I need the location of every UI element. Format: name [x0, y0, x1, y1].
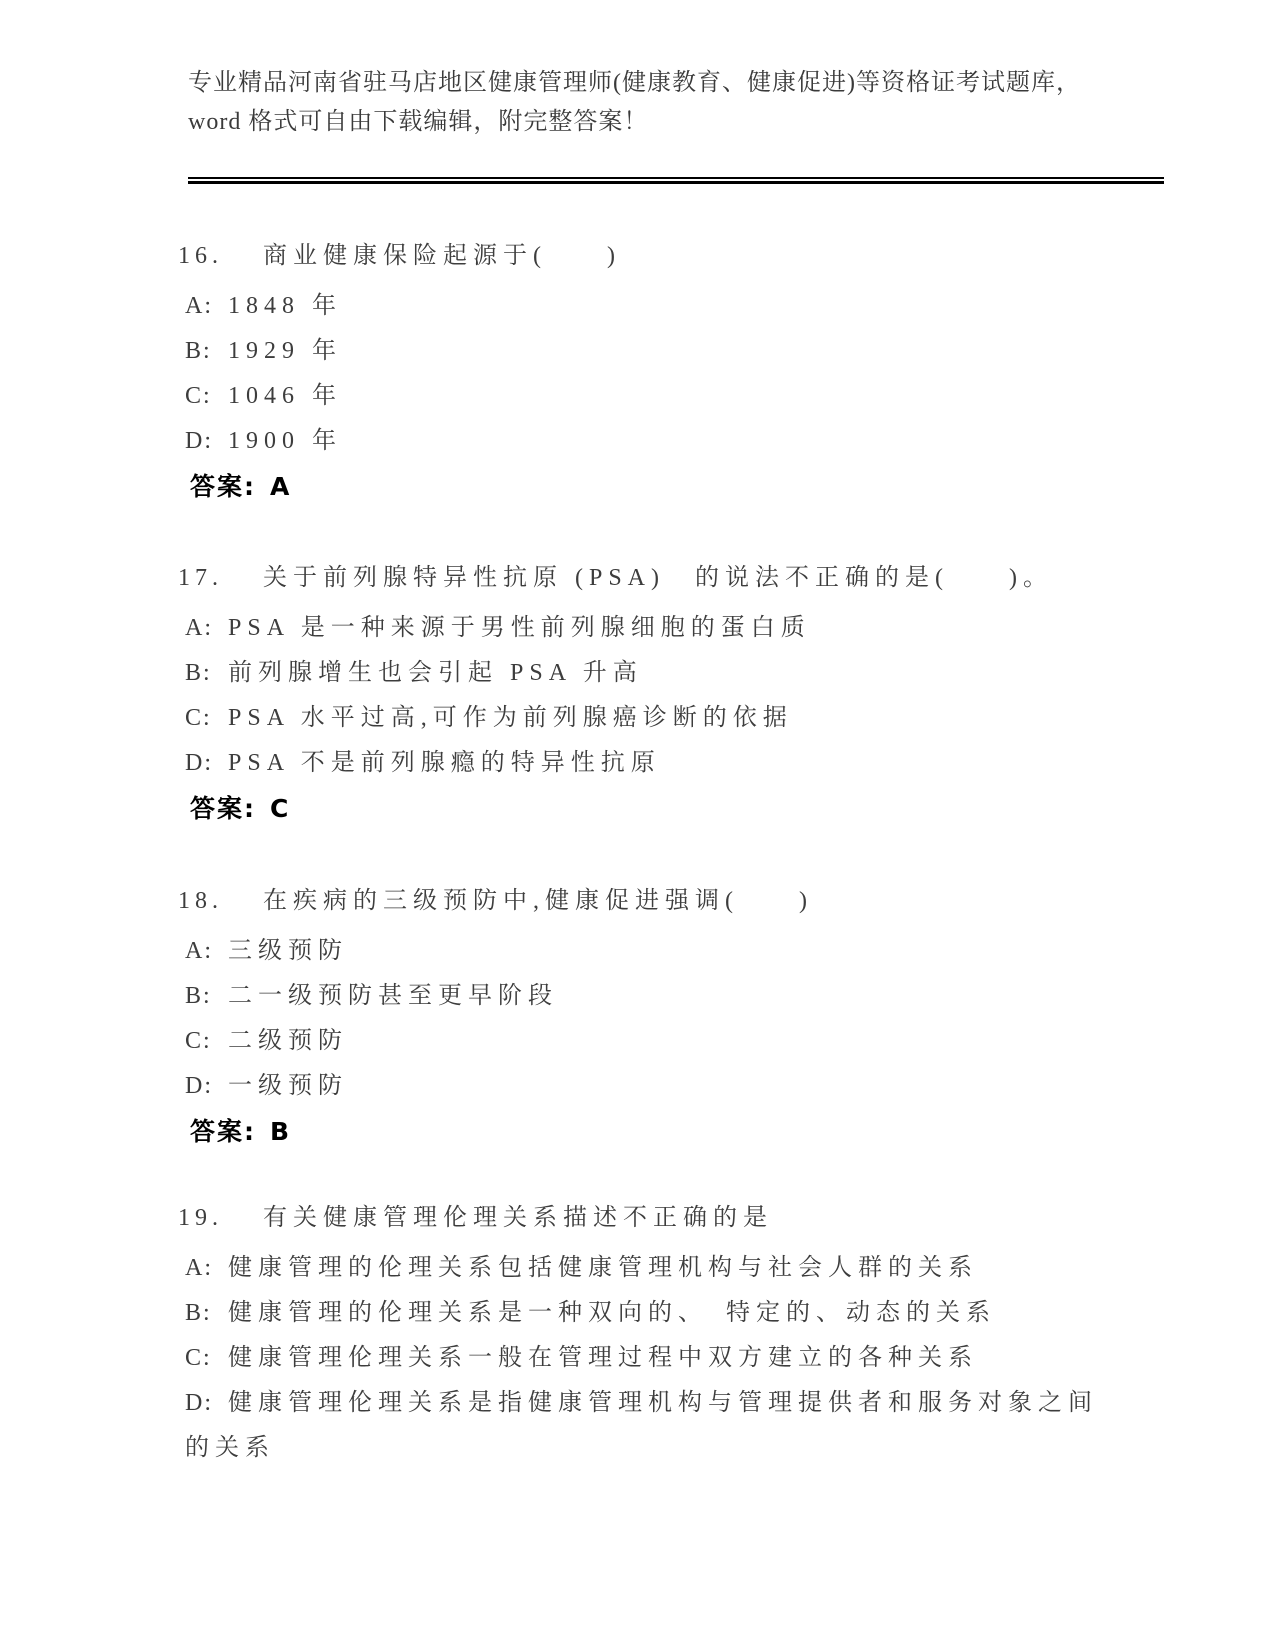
- header-divider-rule: [188, 177, 1164, 184]
- answer-label: 答案:: [190, 1117, 256, 1146]
- option-row: [178, 974, 1108, 1019]
- answer-row: [178, 1109, 1108, 1154]
- option-text: 健康管理伦理关系一般在管理过程中双方建立的各种关系: [228, 1345, 978, 1371]
- question-number: 16.: [178, 243, 223, 269]
- answer-row: [178, 786, 1108, 831]
- option-label: A:: [185, 615, 213, 641]
- option-label: B:: [185, 660, 212, 686]
- question-stem: [178, 234, 1108, 279]
- option-text: 1900 年: [228, 428, 342, 454]
- option-label: D:: [185, 750, 213, 776]
- option-text: 前列腺增生也会引起 PSA 升高: [228, 660, 643, 686]
- option-row: [178, 329, 1108, 374]
- option-row: [178, 696, 1108, 741]
- option-label: B:: [185, 1300, 212, 1326]
- option-text: 健康管理伦理关系是指健康管理机构与管理提供者和服务对象之间的关系: [185, 1390, 1098, 1461]
- option-row: [178, 1019, 1108, 1064]
- question-stem: [178, 1196, 1108, 1241]
- question-stem-text: 有关健康管理伦理关系描述不正确的是: [263, 1205, 773, 1231]
- option-label: A:: [185, 293, 213, 319]
- option-label: C:: [185, 1028, 212, 1054]
- option-text: 健康管理的伦理关系是一种双向的、 特定的、动态的关系: [228, 1300, 996, 1326]
- option-row: [178, 651, 1108, 696]
- option-row: [178, 1246, 1108, 1291]
- answer-value: C: [270, 794, 291, 823]
- option-row: [178, 1336, 1108, 1381]
- option-row: [178, 1064, 1108, 1109]
- option-label: A:: [185, 938, 213, 964]
- option-text: 1046 年: [228, 383, 342, 409]
- option-text: PSA 是一种来源于男性前列腺细胞的蛋白质: [228, 615, 811, 641]
- option-text: 1848 年: [228, 293, 342, 319]
- question-block-16: [178, 234, 1108, 509]
- question-number: 17.: [178, 565, 223, 591]
- question-block-17: [178, 556, 1108, 831]
- header-disclaimer: [188, 64, 1128, 142]
- option-row: [178, 1381, 1108, 1471]
- question-stem-text: 关于前列腺特异性抗原 (PSA) 的说法不正确的是( )。: [263, 565, 1053, 591]
- option-label: B:: [185, 983, 212, 1009]
- option-label: D:: [185, 1073, 213, 1099]
- option-label: C:: [185, 383, 212, 409]
- header-line-2: word 格式可自由下载编辑，附完整答案！: [188, 109, 649, 135]
- option-label: B:: [185, 338, 212, 364]
- option-label: C:: [185, 1345, 212, 1371]
- question-number: 19.: [178, 1205, 223, 1231]
- option-text: PSA 不是前列腺瘾的特异性抗原: [228, 750, 661, 776]
- question-stem: [178, 556, 1108, 601]
- option-row: [178, 374, 1108, 419]
- option-text: 三级预防: [228, 938, 348, 964]
- option-text: 1929 年: [228, 338, 342, 364]
- option-text: 二一级预防甚至更早阶段: [228, 983, 558, 1009]
- header-line-1: 专业精品河南省驻马店地区健康管理师(健康教育、健康促进)等资格证考试题库，: [188, 70, 1081, 96]
- option-text: 健康管理的伦理关系包括健康管理机构与社会人群的关系: [228, 1255, 978, 1281]
- question-block-19: [178, 1196, 1108, 1471]
- answer-value: B: [270, 1117, 292, 1146]
- option-row: [178, 284, 1108, 329]
- option-row: [178, 741, 1108, 786]
- option-label: D:: [185, 428, 213, 454]
- answer-row: [178, 464, 1108, 509]
- question-stem-text: 在疾病的三级预防中,健康促进强调( ): [263, 888, 813, 914]
- option-row: [178, 419, 1108, 464]
- option-label: D:: [185, 1390, 213, 1416]
- option-row: [178, 606, 1108, 651]
- option-text: PSA 水平过高,可作为前列腺癌诊断的依据: [228, 705, 793, 731]
- option-label: C:: [185, 705, 212, 731]
- option-text: 一级预防: [228, 1073, 348, 1099]
- option-text: 二级预防: [228, 1028, 348, 1054]
- question-stem: [178, 879, 1108, 924]
- option-row: [178, 929, 1108, 974]
- option-label: A:: [185, 1255, 213, 1281]
- question-number: 18.: [178, 888, 223, 914]
- question-block-18: [178, 879, 1108, 1154]
- answer-label: 答案:: [190, 472, 256, 501]
- option-row: [178, 1291, 1108, 1336]
- answer-value: A: [270, 472, 292, 501]
- answer-label: 答案:: [190, 794, 256, 823]
- question-stem-text: 商业健康保险起源于( ): [263, 243, 621, 269]
